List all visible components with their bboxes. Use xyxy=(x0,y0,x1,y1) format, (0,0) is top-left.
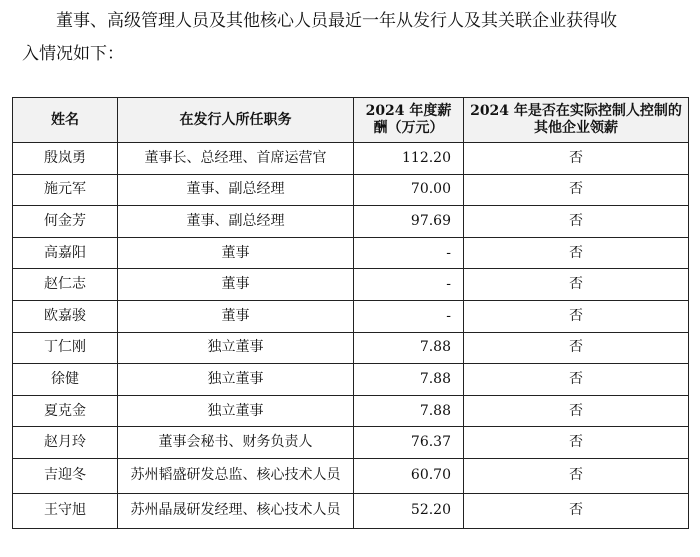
table-row xyxy=(13,427,689,459)
cell-position: 苏州韬盛研发总监、核心技术人员 xyxy=(118,458,354,493)
cell-salary: 52.20 xyxy=(354,493,464,528)
cell-salary: 7.88 xyxy=(354,332,464,364)
table-row xyxy=(13,206,689,238)
cell-salary: - xyxy=(354,269,464,301)
cell-name: 徐健 xyxy=(13,364,118,396)
cell-name: 欧嘉骏 xyxy=(13,300,118,332)
table-row xyxy=(13,143,689,175)
cell-related: 否 xyxy=(464,237,689,269)
cell-name: 何金芳 xyxy=(13,206,118,238)
table-row xyxy=(13,458,689,493)
table-row xyxy=(13,395,689,427)
cell-salary: - xyxy=(354,300,464,332)
cell-position: 独立董事 xyxy=(118,364,354,396)
intro-line-2: 入情况如下： xyxy=(22,44,124,64)
table-row xyxy=(13,174,689,206)
cell-salary: 97.69 xyxy=(354,206,464,238)
cell-salary: 76.37 xyxy=(354,427,464,459)
table-header-row xyxy=(13,98,689,143)
table-row xyxy=(13,237,689,269)
cell-position: 董事 xyxy=(118,269,354,301)
compensation-table xyxy=(12,97,689,529)
cell-salary: 7.88 xyxy=(354,364,464,396)
cell-position: 董事 xyxy=(118,237,354,269)
cell-related: 否 xyxy=(464,493,689,528)
cell-name: 王守旭 xyxy=(13,493,118,528)
table-row xyxy=(13,364,689,396)
cell-position: 董事 xyxy=(118,300,354,332)
intro-line-1: 董事、高级管理人员及其他核心人员最近一年从发行人及其关联企业获得收 xyxy=(56,11,617,31)
cell-name: 赵月玲 xyxy=(13,427,118,459)
cell-name: 施元军 xyxy=(13,174,118,206)
cell-name: 夏克金 xyxy=(13,395,118,427)
cell-related: 否 xyxy=(464,332,689,364)
cell-related: 否 xyxy=(464,364,689,396)
cell-salary: 70.00 xyxy=(354,174,464,206)
cell-position: 董事长、总经理、首席运营官 xyxy=(118,143,354,175)
header-position: 在发行人所任职务 xyxy=(118,98,354,143)
cell-related: 否 xyxy=(464,427,689,459)
cell-position: 董事、副总经理 xyxy=(118,174,354,206)
cell-name: 赵仁志 xyxy=(13,269,118,301)
cell-related: 否 xyxy=(464,143,689,175)
header-name: 姓名 xyxy=(13,98,118,143)
cell-salary: 7.88 xyxy=(354,395,464,427)
table-row xyxy=(13,269,689,301)
cell-position: 独立董事 xyxy=(118,332,354,364)
cell-salary: 60.70 xyxy=(354,458,464,493)
header-salary: 2024 年度薪酬（万元） xyxy=(354,98,464,143)
cell-name: 吉迎冬 xyxy=(13,458,118,493)
cell-related: 否 xyxy=(464,300,689,332)
cell-related: 否 xyxy=(464,458,689,493)
cell-related: 否 xyxy=(464,269,689,301)
cell-salary: - xyxy=(354,237,464,269)
cell-position: 董事会秘书、财务负责人 xyxy=(118,427,354,459)
cell-name: 丁仁刚 xyxy=(13,332,118,364)
cell-name: 殷岚勇 xyxy=(13,143,118,175)
cell-related: 否 xyxy=(464,174,689,206)
cell-related: 否 xyxy=(464,206,689,238)
cell-related: 否 xyxy=(464,395,689,427)
cell-salary: 112.20 xyxy=(354,143,464,175)
cell-position: 苏州晶晟研发经理、核心技术人员 xyxy=(118,493,354,528)
cell-name: 高嘉阳 xyxy=(13,237,118,269)
table-row xyxy=(13,493,689,528)
table-row xyxy=(13,332,689,364)
cell-position: 独立董事 xyxy=(118,395,354,427)
table-row xyxy=(13,300,689,332)
cell-position: 董事、副总经理 xyxy=(118,206,354,238)
header-related: 2024 年是否在实际控制人控制的其他企业领薪 xyxy=(464,98,689,143)
